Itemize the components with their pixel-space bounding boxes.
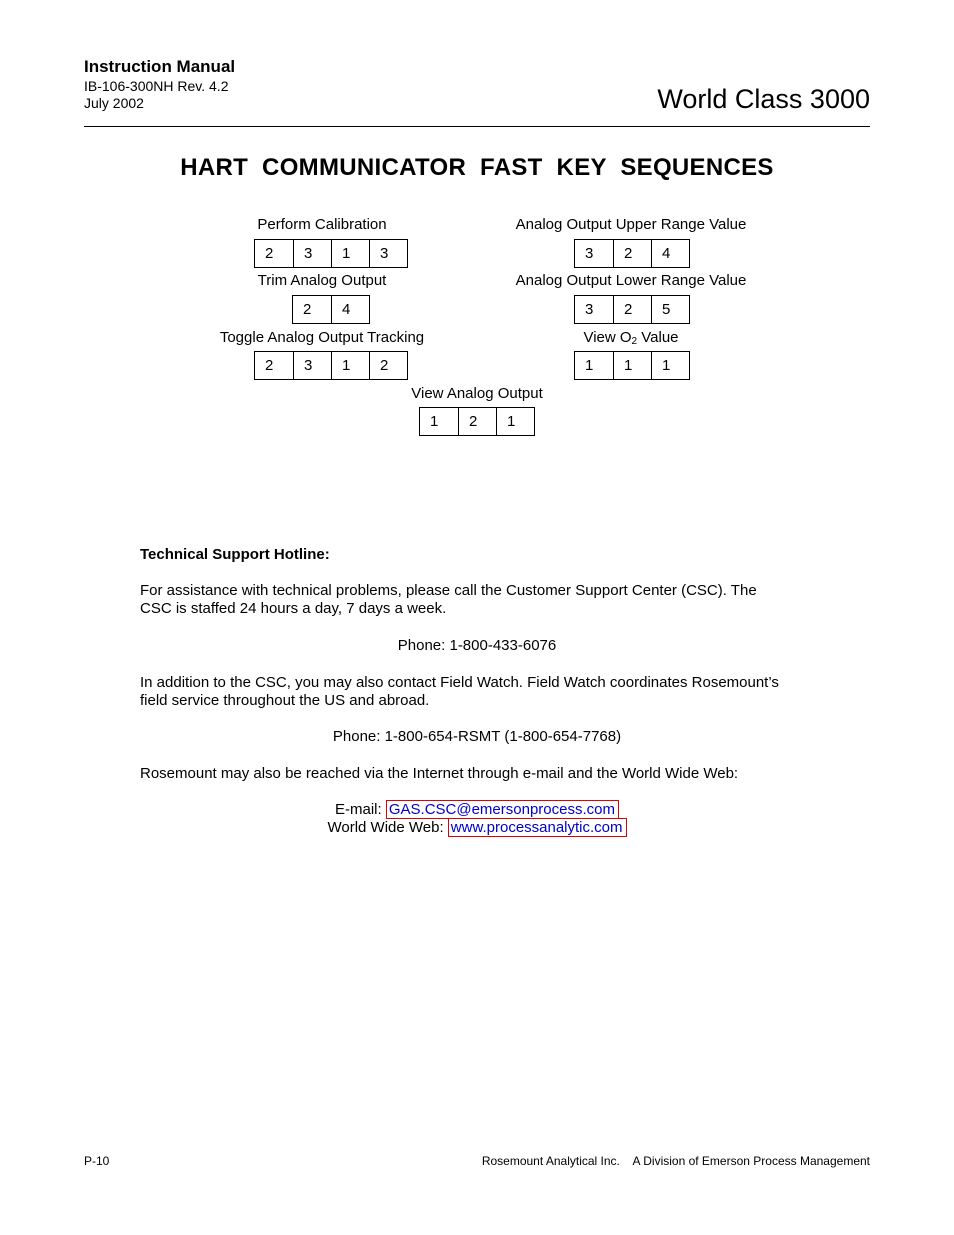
support-heading: Technical Support Hotline: [140,546,330,563]
key-cell: 2 [265,357,274,374]
header-rule [84,126,870,127]
footer-page-number: P-10 [84,1154,110,1168]
key-cell: 1 [651,352,689,379]
seq-label-trim-analog-output: Trim Analog Output [257,272,387,289]
seq-label-toggle-tracking: Toggle Analog Output Tracking [219,329,425,346]
seq-label-perform-calibration: Perform Calibration [257,216,387,233]
key-cell: 2 [303,301,312,318]
key-sequence-perform-calibration [254,239,408,268]
web-label: World Wide Web: [327,819,448,836]
key-cell: 1 [331,352,369,379]
key-sequence-upper-range [574,239,690,268]
text-line: In addition to the CSC, you may also contact Field Watch. Field Watch coordinates Rosemount’s [140,674,779,691]
seq-label-upper-range: Analog Output Upper Range Value [515,216,747,233]
csc-phone: Phone: 1-800-433-6076 [397,637,557,654]
page-heading: HART COMMUNICATOR FAST KEY SEQUENCES [180,154,774,181]
footer-company: Rosemount Analytical Inc. A Division of Emerson Process Management [481,1154,870,1168]
header-product: World Class 3000 [657,84,870,114]
text-line: field service throughout the US and abroad. [140,692,430,709]
key-sequence-view-o2-value [574,351,690,380]
key-cell: 1 [585,357,594,374]
key-cell: 1 [331,240,369,267]
support-paragraph-field-watch [140,674,820,710]
key-cell: 2 [265,245,274,262]
key-cell: 2 [613,240,651,267]
key-cell: 3 [293,352,331,379]
email-label: E-mail: [335,801,386,818]
key-cell: 1 [430,413,439,430]
web-line [0,819,954,837]
key-sequence-lower-range [574,295,690,324]
subscript: 2 [631,336,638,347]
text-line: CSC is staffed 24 hours a day, 7 days a week. [140,600,447,617]
seq-label-lower-range: Analog Output Lower Range Value [515,272,747,289]
seq-label-view-analog-output: View Analog Output [411,385,543,402]
key-cell: 3 [369,240,407,267]
field-watch-phone: Phone: 1-800-654-RSMT (1-800-654-7768) [332,728,622,745]
support-paragraph-internet: Rosemount may also be reached via the Internet through e-mail and the World Wide Web: [140,765,739,782]
key-cell: 2 [369,352,407,379]
key-cell: 5 [651,296,689,323]
header-title: Instruction Manual [84,57,236,76]
key-cell: 3 [585,245,594,262]
email-line [0,801,954,819]
key-cell: 3 [585,301,594,318]
key-sequence-trim-analog-output [292,295,370,324]
key-cell: 2 [613,296,651,323]
key-cell: 1 [613,352,651,379]
label-prefix: View O [583,329,632,346]
web-link[interactable]: www.processanalytic.com [448,818,627,837]
label-suffix: Value [637,329,679,346]
email-link[interactable]: GAS.CSC@emersonprocess.com [386,800,619,819]
seq-label-view-o2-value [583,329,678,347]
header-doc-number: IB-106-300NH Rev. 4.2 [84,78,229,94]
key-cell: 3 [293,240,331,267]
key-sequence-toggle-tracking [254,351,408,380]
support-paragraph-csc [140,582,820,618]
key-cell: 1 [496,408,534,435]
contact-block [0,801,954,837]
key-sequence-view-analog-output [419,407,535,436]
key-cell: 4 [651,240,689,267]
text-line: For assistance with technical problems, please call the Customer Support Center (CSC). The [140,582,757,599]
key-cell: 4 [331,296,369,323]
key-cell: 2 [458,408,496,435]
header-date: July 2002 [84,95,144,111]
